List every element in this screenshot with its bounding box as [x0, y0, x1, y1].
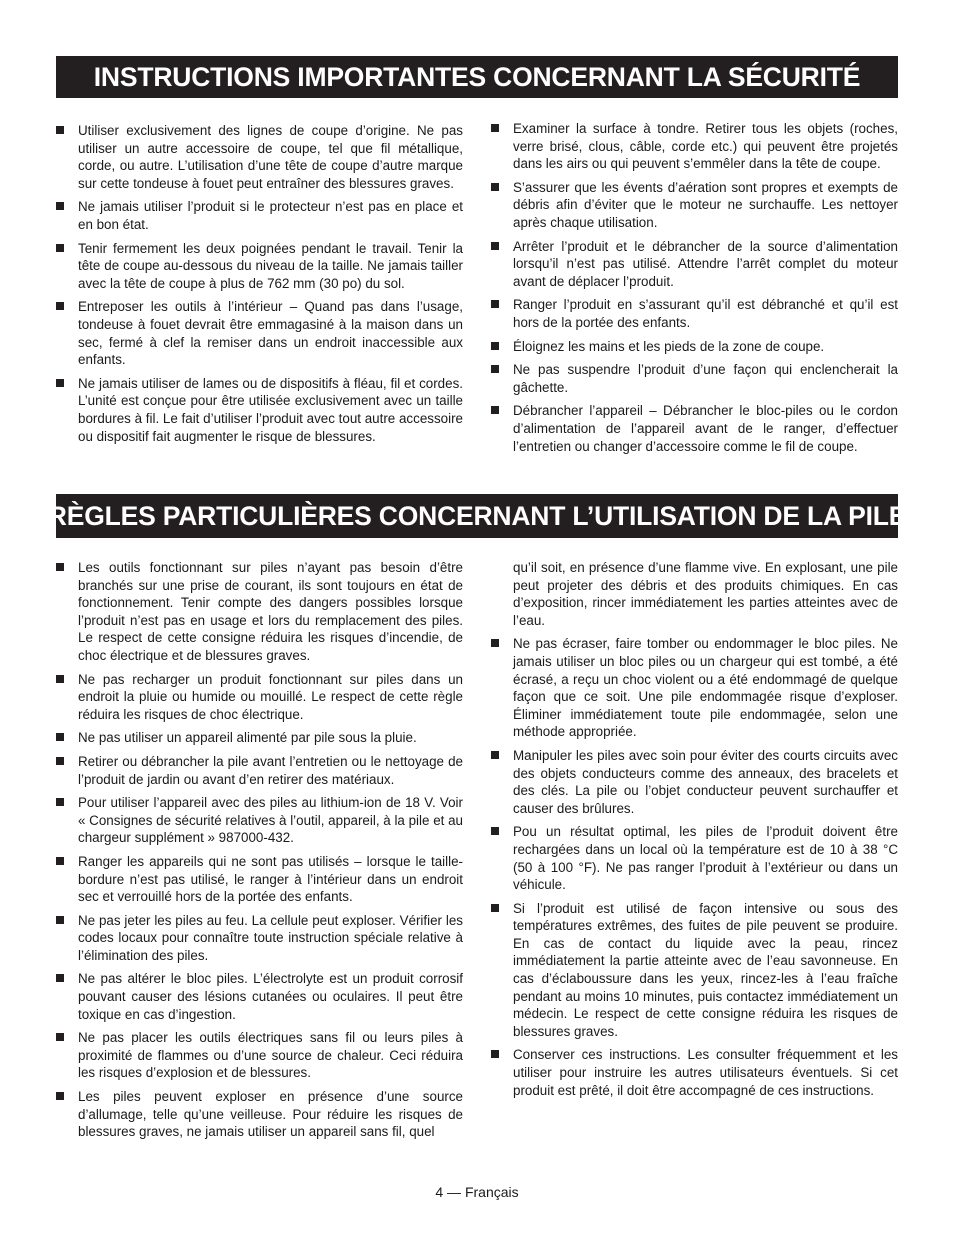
square-bullet-icon — [56, 1092, 64, 1100]
list-item-text: Les piles peuvent exploser en présence d’une source d’allumage, telle qu’une veilleuse. Pour réduire les risques de blessures graves, ne jamais utiliser un appareil sans fil, quel — [78, 1089, 463, 1140]
square-bullet-icon — [56, 757, 64, 765]
square-bullet-icon — [56, 675, 64, 683]
square-bullet-icon — [491, 1050, 499, 1058]
list-item-text: Utiliser exclusivement des lignes de coupe d’origine. Ne pas utiliser un autre accessoire de coupe, tel que fil métallique, corde, ou autre. L’utilisation d’une tête de coupe d’autre marque sur cette tondeuse à fouet peut entraîner des blessures graves. — [78, 123, 463, 191]
square-bullet-icon — [491, 904, 499, 912]
square-bullet-icon — [491, 183, 499, 191]
list-item-text: Ranger les appareils qui ne sont pas utilisés – lorsque le taille-bordure n’est pas utilisé, le ranger à l’intérieur dans un endroit sec et verrouillé hors de la portée des enfants. — [78, 853, 463, 905]
square-bullet-icon — [56, 798, 64, 806]
safety-section-title: INSTRUCTIONS IMPORTANTES CONCERNANT LA SÉCURITÉ — [56, 56, 898, 98]
list-item — [491, 179, 898, 232]
list-item-continuation — [491, 559, 898, 629]
list-item-text: Ne pas recharger un produit fonctionnant sur piles dans un endroit la pluie ou humide ou mouillé. Le respect de cette règle réduira les risques de choc électrique. — [78, 671, 463, 722]
list-item — [56, 198, 463, 233]
list-item — [56, 853, 463, 906]
list-item — [491, 120, 898, 173]
list-item — [56, 122, 463, 192]
safety-list-left — [56, 122, 463, 451]
square-bullet-icon — [56, 563, 64, 571]
list-item — [56, 298, 463, 368]
list-item — [491, 635, 898, 741]
list-item — [56, 729, 463, 747]
square-bullet-icon — [56, 916, 64, 924]
square-bullet-icon — [491, 827, 499, 835]
list-item — [491, 296, 898, 331]
list-item-text: Pour utiliser l’appareil avec des piles au lithium-ion de 18 V. Voir « Consignes de sécurité relatives à l’outil, appareil, à la pile et au chargeur supplément » 987000-432. — [78, 795, 463, 846]
list-item — [491, 238, 898, 291]
list-item-text: Retirer ou débrancher la pile avant l’entretien ou le nettoyage de l’produit de jardin ou avant d’en retirer des matériaux. — [78, 753, 463, 787]
square-bullet-icon — [56, 1033, 64, 1041]
list-item — [491, 823, 898, 893]
list-item — [491, 338, 898, 356]
list-item — [56, 375, 463, 445]
list-item-text: S’assurer que les évents d’aération sont propres et exempts de débris afin d’éviter que le moteur ne surchauffe. Les nettoyer après chaque utilisation. — [513, 179, 898, 230]
list-item-text: Conserver ces instructions. Les consulter fréquemment et les utiliser pour instruire les autres utilisateurs éventuels. Si cet produit est prêté, il doit être accompagné de ces instructions. — [513, 1047, 898, 1098]
square-bullet-icon — [491, 242, 499, 250]
list-item — [56, 240, 463, 293]
list-item-text: Ne jamais utiliser l’produit si le protecteur n’est pas en place et en bon état. — [78, 199, 463, 232]
list-item — [56, 559, 463, 665]
list-item — [491, 361, 898, 396]
square-bullet-icon — [56, 857, 64, 865]
square-bullet-icon — [56, 733, 64, 741]
square-bullet-icon — [491, 365, 499, 373]
square-bullet-icon — [491, 639, 499, 647]
battery-section-title: RÈGLES PARTICULIÈRES CONCERNANT L’UTILISATION DE LA PILE — [56, 494, 898, 538]
square-bullet-icon — [491, 406, 499, 414]
square-bullet-icon — [56, 126, 64, 134]
square-bullet-icon — [56, 379, 64, 387]
list-item-text: Manipuler les piles avec soin pour éviter des courts circuits avec des objets conducteurs comme des anneaux, des bracelets et des clés. La pile ou l’objet conducteur peuvent surchauffer et causer des brûlures. — [513, 747, 898, 816]
list-item — [56, 671, 463, 724]
battery-list-right — [491, 559, 898, 1105]
list-item-text: Ne pas altérer le bloc piles. L’électrolyte est un produit corrosif pouvant causer des lésions cutanées ou oculaires. Il peut être toxique en cas d’ingestion. — [78, 971, 463, 1022]
list-item — [491, 1046, 898, 1099]
list-item — [56, 753, 463, 788]
list-item-text: Les outils fonctionnant sur piles n’ayant pas besoin d’être branchés sur une prise de courant, ils sont toujours en état de fonctionnement. Tenir compte des dangers possibles lorsque l’produit n’est pas en usage et lors du remplacement des piles. Le respect de cette consigne réduira les risques d’incendie, de choc électrique et de blessures graves. — [78, 560, 463, 663]
battery-list-left — [56, 559, 463, 1147]
square-bullet-icon — [491, 751, 499, 759]
list-item-text: Débrancher l’appareil – Débrancher le bloc-piles ou le cordon d’alimentation de l’appareil avant de le ranger, d’effectuer l’entretien ou changer d’accessoire comme le fil de coupe. — [513, 403, 898, 454]
square-bullet-icon — [491, 342, 499, 350]
list-item-text: Pou un résultat optimal, les piles de l’produit doivent être rechargées dans un local où la température est de 10 à 38 °C (50 à 100 °F). Ne pas ranger l’produit à l’extérieur ou dans un véhicule. — [513, 824, 898, 893]
list-item-text: Tenir fermement les deux poignées pendant le travail. Tenir la tête de coupe au-dessous du niveau de la taille. Ne jamais tailler avec la tête de coupe à plus de 762 mm (30 po) du sol. — [78, 240, 463, 291]
list-item-text: Examiner la surface à tondre. Retirer tous les objets (roches, verre brisé, clous, câble, corde etc.) qui peuvent être projetés dans les airs ou qui peuvent s’emmêler dans la tête de coupe. — [513, 121, 898, 172]
safety-list-right — [491, 120, 898, 461]
square-bullet-icon — [56, 974, 64, 982]
square-bullet-icon — [491, 124, 499, 132]
page-footer: 4 — Français — [435, 1184, 519, 1200]
list-item — [491, 402, 898, 455]
list-item-text: Ne jamais utiliser de lames ou de dispositifs à fléau, fil et cordes. L’unité est conçue pour être utilisée exclusivement avec un taille bordures à fil. Le fait d’utiliser l’produit avec tout autre accessoire ou dispositif fait augmenter le risque de blessures. — [78, 375, 463, 444]
list-item-text: Entreposer les outils à l’intérieur – Quand pas dans l’usage, tondeuse à fouet devrait être emmagasiné à la maison dans un sec, fermé à clef la remiser dans un endroit inaccessible aux enfants. — [78, 299, 463, 368]
square-bullet-icon — [56, 202, 64, 210]
list-item-text: Ne pas écraser, faire tomber ou endommager le bloc piles. Ne jamais utiliser un bloc piles ou un chargeur qui est tombé, a été écrasé, a reçu un choc violent ou a été endommagé de quelque façon que ce soit. Une pile endommagée risque d’exploser. Éliminer immédiatement toute pile endommagée, selon une méthode appropriée. — [513, 636, 898, 740]
square-bullet-icon — [491, 300, 499, 308]
list-item-text: Ne pas utiliser un appareil alimenté par pile sous la pluie. — [78, 730, 417, 746]
list-item — [491, 747, 898, 817]
list-item-text: Ranger l’produit en s’assurant qu’il est débranché et qu’il est hors de la portée des enfants. — [513, 297, 898, 330]
list-item — [56, 794, 463, 847]
list-item-text: Arrêter l’produit et le débrancher de la source d’alimentation lorsqu’il n’est pas utilisé. Attendre l’arrêt complet du moteur avant de déplacer l’produit. — [513, 238, 898, 289]
list-item-text: Ne pas suspendre l’produit d’une façon qui enclencherait la gâchette. — [513, 362, 898, 395]
list-item — [56, 1088, 463, 1141]
list-item-text: Éloignez les mains et les pieds de la zone de coupe. — [513, 338, 825, 354]
list-item — [56, 912, 463, 965]
list-item-text: Ne pas placer les outils électriques sans fil ou leurs piles à proximité de flammes ou d’une source de chaleur. Ceci réduira les risques d’explosion et de blessures. — [78, 1030, 463, 1081]
list-item — [56, 1029, 463, 1082]
square-bullet-icon — [56, 302, 64, 310]
list-item-text: qu’il soit, en présence d’une flamme vive. En explosant, une pile peut projeter des débris et des produits chimiques. En cas d’exposition, rincer immédiatement les parties atteintes avec de l’eau. — [513, 560, 898, 628]
square-bullet-icon — [56, 244, 64, 252]
list-item — [491, 900, 898, 1041]
list-item-text: Si l’produit est utilisé de façon intensive ou sous des températures extrêmes, des fuites de pile peuvent se produire. En cas de contact du liquide avec la peau, rincez immédiatement la partie atteinte avec de l’eau savonneuse. En cas d’éclaboussure dans les yeux, rincez-les à l’eau fraîche pendant au moins 10 minutes, puis contactez immédiatement un médecin. Le respect de cette consigne réduira les risques de blessures graves. — [513, 900, 898, 1039]
list-item — [56, 970, 463, 1023]
list-item-text: Ne pas jeter les piles au feu. La cellule peut exploser. Vérifier les codes locaux pour connaître toute instruction spéciale relative à l’élimination des piles. — [78, 912, 463, 963]
